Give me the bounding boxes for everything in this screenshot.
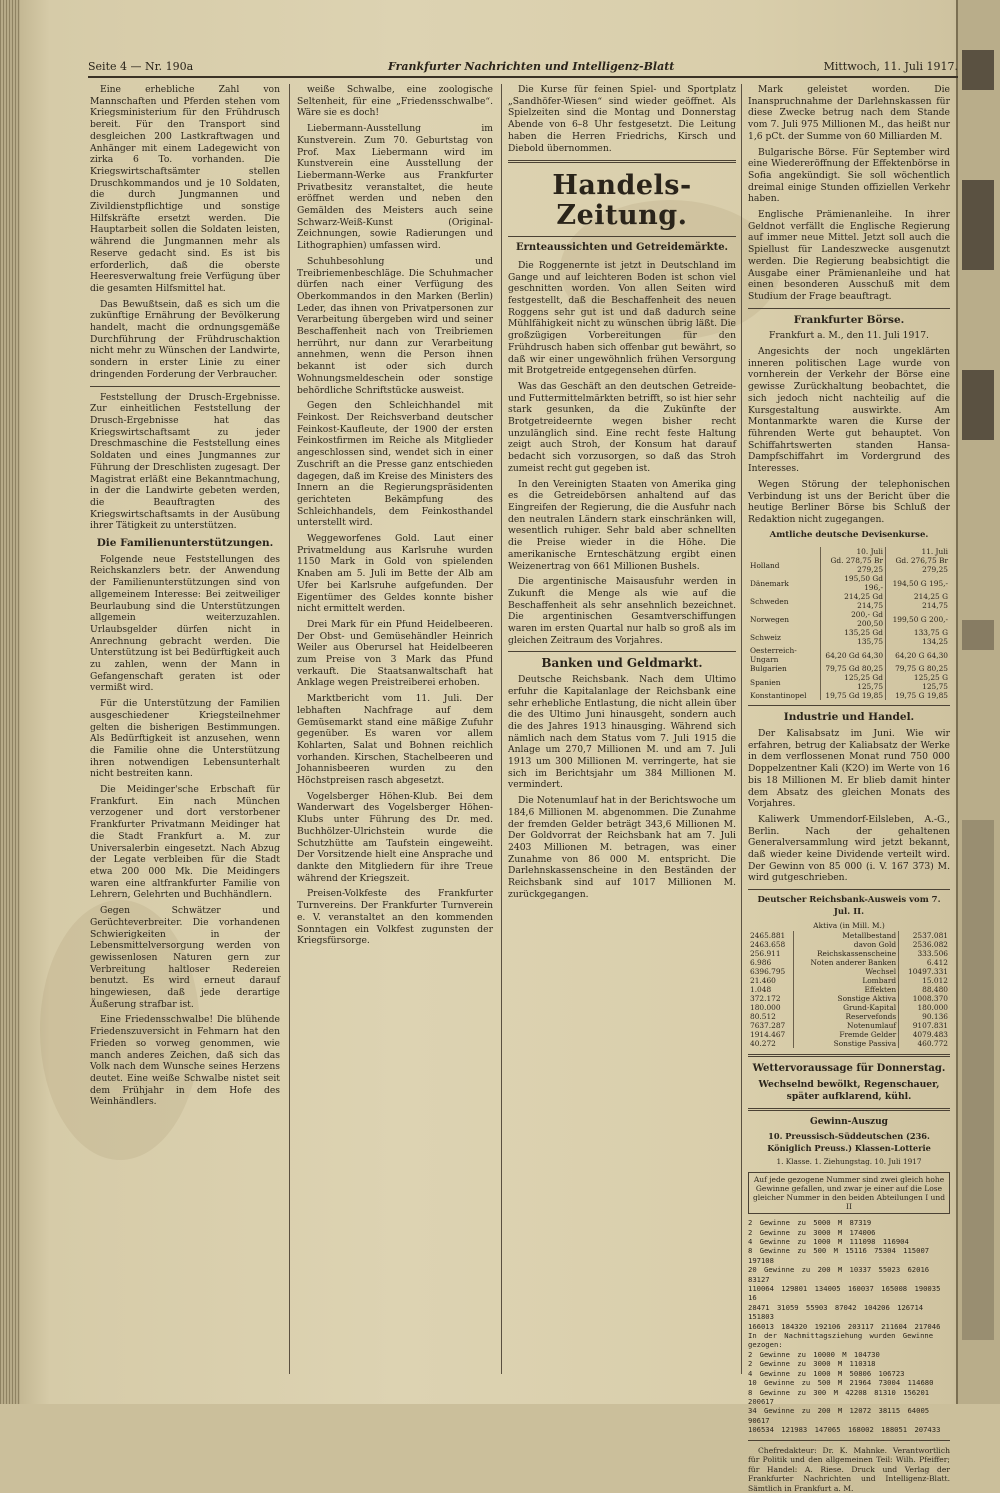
table-cell: 6396.795: [748, 967, 794, 976]
article-paragraph: Die argentinische Maisausfuhr werden in Zukunft die Menge als wie auf die Beschaffenheit als sehr ansehnlich bezeichnet. Die argentinischen Gesamtverschiffungen waren im ersten Quartal nur halb so groß als im gleichen Zeitraum des Vorjahres.: [508, 576, 736, 646]
table-cell: 19,75 G 19,85: [895, 691, 948, 701]
lottery-line: 110064 129801 134005 160037 165008 190035 16: [748, 1284, 941, 1303]
table-cell: 10497.331: [908, 967, 948, 977]
lottery-line: 4 Gewinne zu 1000 M 50806 106723: [748, 1368, 905, 1378]
article-paragraph: Eine erhebliche Zahl von Mannschaften und Pferden stehen vom Kriegsministerium für den Frühdrusch bereit. Für den Transport sind desgleichen 200 Lastkraftwagen und Anhänger mit einem Ladegewicht von zirka 6 To. vorhanden. Die Kriegswirtschaftsämter stellen Druschkommandos und je 10 Soldaten, die durch Jungmannen und Zivildienstpflichtige und sonstige Hilfskräfte ersetzt werden. Die Hauptarbeit sollen die Soldaten leisten, während die Jungmannen mehr als Reserve gedacht sind. Es ist bis erforderlich, daß die oberste Heeresverwaltung freie Verfügung über die gesamten Hilfsmittel hat.: [90, 84, 280, 294]
table-cell: 200,- Gd 200,50: [821, 610, 886, 628]
table-cell: Reservefonds: [794, 1012, 899, 1021]
article-paragraph: weiße Schwalbe, eine zoologische Seltenheit, für eine „Friedensschwalbe“. Wäre sie es doch!: [297, 84, 493, 119]
table-cell: Gd. 278,75 Br 279,25: [821, 556, 886, 574]
table-cell: 40.272: [748, 1039, 794, 1048]
table-cell: Schweden: [748, 592, 821, 610]
table-cell: 21.460: [748, 976, 794, 985]
table-cell: 88.480: [922, 985, 948, 995]
table-row: [748, 574, 950, 592]
table-cell: 180.000: [748, 1003, 794, 1012]
article-paragraph: Wegen Störung der telephonischen Verbindung ist uns der Bericht über die heutige Berliner Börse bis Schluß der Redaktion nicht zugegangen.: [748, 478, 950, 525]
table-cell: 79,75 G 80,25: [895, 664, 948, 674]
table-cell: Wechsel: [794, 967, 899, 976]
lottery-line: 1. Klasse. 1. Ziehungstag. 10. Juli 1917: [776, 1157, 922, 1167]
table-cell: 372.172: [748, 994, 794, 1003]
table-cell: Notenumlauf: [794, 1021, 899, 1030]
table-row: [748, 994, 950, 1003]
table-cell: 79,75 Gd 80,25: [821, 664, 886, 673]
article-paragraph: Preisen-Volkfeste des Frankfurter Turnvereins. Der Frankfurter Turnverein e. V. veranstaltet an den kommenden Sonntagen ein Volkfest zugunsten der Kriegsfürsorge.: [297, 888, 493, 947]
lottery-line: In der Nachmittagsziehung wurden Gewinne gezogen:: [748, 1331, 934, 1350]
page-number: Seite 4 — Nr. 190a: [88, 60, 194, 73]
table-cell: 1914.467: [748, 1030, 794, 1039]
table-cell: 135,25 Gd 135,75: [821, 628, 886, 646]
table-row: [748, 1039, 950, 1048]
article-paragraph: Schuhbesohlung und Treibriemenbeschläge. Die Schuhmacher dürfen nach einer Verfügung des Oberkommandos in den Marken (Berlin) Leder, das ihnen von Privatpersonen zur Verarbeitung übergeben wird und seiner Beschaffenheit nach von Treibriemen herrührt, nur dann zur Verarbeitung annehmen, wenn die Person ihnen bekannt ist oder sich durch Wohnungsmeldeschein oder sonstige behördliche Schriftstücke ausweist.: [297, 255, 493, 396]
column-1: [90, 84, 280, 1384]
page-header: [88, 58, 958, 78]
lottery-numbers: [748, 1218, 950, 1434]
lottery-subtitle: 10. Preussisch-Süddeutschen (236. Königlich Preuss.) Klassen-Lotterie: [767, 1131, 931, 1153]
article-headline: Ernteaussichten und Getreidemärkte.: [515, 242, 729, 254]
section-heading: Banken und Geldmarkt.: [541, 656, 703, 671]
article-paragraph: Mark geleistet worden. Die Inanspruchnahme der Darlehnskassen für diese Zwecke betrug nach dem Stande vom 7. Juli 975 Millionen M., das heißt nur 1,6 pCt. der Summe von 60 Milliarden M.: [748, 84, 950, 142]
lottery-line: 4 Gewinne zu 1000 M 111098 116904: [748, 1237, 909, 1246]
column-3: [508, 84, 736, 1384]
lottery-line: 8 Gewinne zu 500 M 15116 75304 115007 197108: [748, 1246, 930, 1265]
table-cell: Noten anderer Banken: [794, 958, 899, 967]
table-cell: 7637.287: [748, 1021, 794, 1030]
lottery-title: Gewinn-Auszug: [810, 1117, 888, 1128]
exchange-rate-table: [748, 547, 950, 700]
table-cell: 195,50 Gd 196,-: [821, 574, 886, 592]
table-cell: Holland: [748, 556, 821, 574]
lottery-line: 10 Gewinne zu 500 M 21964 73004 114680: [748, 1378, 934, 1388]
article-paragraph: Die Meidinger'sche Erbschaft für Frankfurt. Ein nach München verzogener und dort verstorbener Frankfurter Privatmann Meidinger hat die Stadt Frankfurt a. M. zur Universalerbin eingesetzt. Nach Abzug der Legate verbleiben für die Stadt etwa 200 000 Mk. Die Meidingers waren eine altfrankfurter Familie von Lehrern, Gelehrten und Buchhändlern.: [90, 784, 280, 901]
table-cell: 1.048: [748, 985, 794, 994]
lottery-note: Auf jede gezogene Nummer sind zwei gleich hohe Gewinne gefallen, und zwar je einer auf die Lose gleicher Nummer in den beiden Abteilungen I und II: [748, 1172, 950, 1214]
table-row: [748, 1003, 950, 1012]
table-row: [748, 610, 950, 628]
table-row: [748, 628, 950, 646]
table-cell: Effekten: [794, 985, 899, 994]
table-row: [748, 592, 950, 610]
section-heading: Die Familienunterstützungen.: [96, 537, 274, 550]
table-header-cell: 11. Juli: [921, 547, 948, 557]
table-cell: 460.772: [917, 1039, 948, 1049]
table-header-cell: 10. Juli: [821, 547, 886, 556]
lottery-line: 106534 121983 147065 168002 188051 207433: [748, 1425, 941, 1435]
article-paragraph: In den Vereinigten Staaten von Amerika ging es die Getreidebörsen anhaltend auf das Eingreifen der Regierung, die die Ausfuhr nach den neutralen Ländern stark einschränken will, wesentlich ruhiger. Sehr bald aber schnellten die Preise wieder in die Höhe. Die amerikanische Ernteschätzung ergibt einen Weizenertrag von 661 Millionen Bushels.: [508, 478, 736, 572]
lottery-line: 2 Gewinne zu 5000 M 87319: [748, 1218, 872, 1228]
article-paragraph: Vogelsberger Höhen-Klub. Bei dem Wanderwart des Vogelsberger Höhen-Klubs unter Führung des Dr. med. Buchhölzer-Ulrichstein wurde die Schutzhütte am Taufstein eingeweiht. Der Vorsitzende hielt eine Ansprache und dankte den Mitgliedern für ihre Treue während der Kriegszeit.: [297, 790, 493, 884]
article-paragraph: Die Roggenernte ist jetzt in Deutschland im Gange und auf leichteren Boden ist schon viel geschnitten worden. Von allen Seiten wird festgestellt, daß die Beschaffenheit des neuen Roggens sehr gut ist und daß dadurch seine Mühlfähigkeit nicht zu wünschen übrig läßt. Die großzügigen Vorbereitungen für den Frühdrusch haben sich offenbar gut bewährt, so daß wir einer ungewöhnlich frühen Versorgung mit Brotgetreide entgegensehen dürfen.: [508, 259, 736, 377]
table-row: [748, 949, 950, 958]
column-rule: [289, 84, 290, 1374]
table-cell: Grund-Kapital: [794, 1003, 899, 1012]
article-paragraph: Gegen den Schleichhandel mit Feinkost. Der Reichsverband deutscher Feinkost-Kaufleute, der 1900 der ersten Feinkostfirmen im Reiche als Mitglieder angeschlossen sind, wendet sich in einer Zuschrift an die Presse ganz entschieden dagegen, daß im Kreise des Ministers des Innern an die Regierungspräsidenten gerichteten Bekämpfung des Schleichhandels, dem Feinkosthandel unterstellt wird.: [297, 400, 493, 529]
article-paragraph: Für die Unterstützung der Familien ausgeschiedener Kriegsteilnehmer gelten die bisherigen Bestimmungen. Als Bedürftigkeit ist anzusehen, wenn die Familie ohne die Unterstützung ihren notwendigen Lebensunterhalt nicht bestreiten kann.: [90, 698, 280, 780]
lottery-line: 28471 31059 55903 87042 104206 126714 151803: [748, 1302, 924, 1322]
article-paragraph: Weggeworfenes Gold. Laut einer Privatmeldung aus Karlsruhe wurden 1150 Mark in Gold von spielenden Knaben am 5. Juli im Bette der Alb am Ufer bei Karlsruhe aufgefunden. Der Eigentümer des Geldes konnte bisher nicht ermittelt werden.: [297, 533, 493, 615]
article-paragraph: Folgende neue Feststellungen des Reichskanzlers betr. der Anwendung der Familienunterstützungen sind von allgemeinem Interesse: Bei zeitweiliger Beurlaubung sind die Unterstützungen allgemein weiterzuzahlen. Urlaubsgelder dürfen nicht in Anrechnung gebracht werden. Die Unterstützung ist bei Bedürftigkeit auch zu zahlen, wenn der Mann in Gefangenschaft geraten ist oder vermißt wird.: [90, 553, 280, 694]
reichsbank-table: [748, 931, 950, 1048]
article-paragraph: Der Kalisabsatz im Juni. Wie wir erfahren, betrug der Kaliabsatz der Werke in dem verflossenen Monat rund 750 000 Doppelzentner Kali (K2O) im Werte von 16 bis 18 Millionen M. Er blieb damit hinter dem Absatz des gleichen Monats des Vorjahres.: [748, 728, 950, 810]
table-subtitle: Aktiva (in Mill. M.): [813, 920, 885, 930]
table-cell: Konstantinopel: [748, 691, 821, 700]
lottery-line: 2 Gewinne zu 3000 M 110318: [748, 1359, 876, 1369]
table-cell: 180.000: [917, 1003, 948, 1013]
table-cell: Reichskassenscheine: [794, 949, 899, 958]
article-paragraph: Das Bewußtsein, daß es sich um die zukünftige Ernährung der Bevölkerung handelt, macht die ordnungsgemäße Durchführung der Frühdruschaktion nicht mehr zu Wünschen der Landwirte, sondern in erster Linie zu einer dringenden Forderung der Verbraucher.: [90, 298, 280, 380]
masthead-title: Frankfurter Nachrichten und Intelligenz-Blatt: [388, 60, 675, 73]
page-binding-edge: [0, 0, 20, 1404]
article-paragraph: Liebermann-Ausstellung im Kunstverein. Zum 70. Geburtstag von Prof. Max Liebermann wird im Kunstverein eine Ausstellung der Liebermann-Werke aus Frankfurter Privatbesitz veranstaltet, die heute eröffnet werden und neben den Gemälden des Meisters auch seine Schwarz-Weiß-Kunst (Original-Zeichnungen, sowie Radierungen und Lithographien) umfassen wird.: [297, 123, 493, 252]
table-cell: 90.136: [922, 1012, 948, 1022]
table-header-cell: [748, 547, 821, 556]
table-cell: 80.512: [748, 1012, 794, 1021]
lottery-line: 34 Gewinne zu 200 M 12072 38115 64005 90617: [748, 1406, 930, 1425]
table-row: [748, 931, 950, 940]
table-cell: 133,75 G 134,25: [913, 628, 948, 647]
table-row: [748, 673, 950, 691]
table-cell: 199,50 G 200,-: [892, 614, 948, 624]
column-4: [748, 84, 950, 1493]
table-cell: 2463.658: [748, 940, 794, 949]
table-cell: 4079.483: [912, 1030, 948, 1040]
lottery-line: 2 Gewinne zu 10000 M 104730: [748, 1349, 880, 1359]
table-row: [748, 958, 950, 967]
table-cell: davon Gold: [794, 940, 899, 949]
table-cell: 194,50 G 195,-: [892, 578, 948, 588]
table-cell: 2537.081: [912, 931, 948, 941]
column-rule: [501, 84, 502, 1374]
table-cell: Fremde Gelder: [794, 1030, 899, 1039]
lottery-line: 8 Gewinne zu 300 M 42208 81310 156201 200617: [748, 1387, 930, 1406]
table-row: [748, 940, 950, 949]
imprint: Chefredakteur: Dr. K. Mahnke. Verantwortlich für Politik und den allgemeinen Teil: Wilh. Pfeiffer; für Handel: A. Riese. Druck und Verlag der Frankfurter Nachrichten und Intelligenz-Blatt. Sämtlich in Frankfurt a. M.: [748, 1445, 950, 1493]
section-heading: Wettervoraussage für Donnerstag.: [752, 1063, 946, 1075]
article-paragraph: Bulgarische Börse. Für September wird eine Wiedereröffnung der Effektenbörse in Sofia angekündigt. Sie soll wöchentlich dreimal einige Stunden offiziellen Verkehr haben.: [748, 146, 950, 205]
article-paragraph: Angesichts der noch ungeklärten inneren politischen Lage wurde von vornherein der Verkehr der Börse eine gewisse Zurückhaltung beobachtet, die sich jedoch nicht nachteilig auf die Kursgestaltung auswirkte. Am Montanmarkte waren die Kurse der führenden Werte gut behauptet. Von Schiffahrtswerten standen Hansa-Dampfschiffahrt im Vordergrund des Interesses.: [748, 346, 950, 475]
column-2: [297, 84, 493, 1384]
table-cell: Lombard: [794, 976, 899, 985]
table-cell: 64,20 G 64,30: [895, 650, 948, 660]
article-paragraph: Kaliwerk Ummendorf-Eilsleben, A.-G., Berlin. Nach der gehaltenen Generalversammlung wird jetzt bekannt, daß wieder keine Dividende verteilt wird. Der Gewinn von 85 000 (i. V. 167 373) M. wird gutgeschrieben.: [748, 813, 950, 884]
table-cell: 125,25 G 125,75: [913, 673, 948, 692]
table-cell: 6.986: [748, 958, 794, 967]
table-cell: 256.911: [748, 949, 794, 958]
table-cell: Bulgarien: [748, 664, 821, 673]
table-title: Amtliche deutsche Devisenkurse.: [769, 529, 929, 540]
table-row: [748, 1030, 950, 1039]
table-cell: Sonstige Aktiva: [794, 994, 899, 1003]
weather-forecast: Wechselnd bewölkt, Regenschauer, später aufklarend, kühl.: [758, 1078, 940, 1102]
issue-date: Mittwoch, 11. Juli 1917.: [823, 60, 958, 73]
table-cell: Norwegen: [748, 610, 821, 628]
table-cell: Gd. 276,75 Br 279,25: [895, 556, 948, 575]
table-cell: 214,25 Gd 214,75: [821, 592, 886, 610]
table-row: [748, 664, 950, 673]
table-cell: Schweiz: [748, 628, 821, 646]
table-title: Deutscher Reichsbank-Ausweis vom 7. Jul. II.: [757, 895, 941, 917]
section-title-handels-zeitung: Handels-Zeitung.: [552, 170, 692, 232]
table-cell: 15.012: [922, 976, 948, 986]
article-paragraph: Die Kurse für feinen Spiel- und Sportplatz „Sandhöfer-Wiesen“ sind wieder geöffnet. Als Spielzeiten sind die Montag und Donnerstag Abende von 6–8 Uhr festgesetzt. Die Leitung haben die Herren Friedrichs, Kirsch und Diebold übernommen.: [508, 84, 736, 154]
table-cell: Oesterreich-Ungarn: [748, 646, 821, 664]
lottery-line: 20 Gewinne zu 200 M 10337 55023 62016 83127: [748, 1265, 930, 1284]
lottery-line: 2 Gewinne zu 3000 M 174006: [748, 1227, 876, 1237]
article-paragraph: Deutsche Reichsbank. Nach dem Ultimo erfuhr die Kapitalanlage der Reichsbank eine sehr erhebliche Entlastung, die nicht allein über die des Ultimo Juni hinausgeht, sondern auch die des Jahres 1913 hinausging. Während sich nämlich nach dem Status vom 7. Juli 1915 die Anlage um 270,7 Millionen M. und am 7. Juli 1913 um 300 Millionen M. verringerte, hat sie sich im Berichtsjahr um 384 Millionen M. vermindert.: [508, 674, 736, 791]
table-cell: Sonstige Passiva: [794, 1039, 899, 1048]
adjacent-page-edge: [956, 0, 1000, 1404]
table-cell: 333.506: [917, 949, 948, 959]
table-cell: 64,20 Gd 64,30: [821, 646, 886, 664]
column-rule: [741, 84, 742, 1374]
article-paragraph: Feststellung der Drusch-Ergebnisse. Zur einheitlichen Feststellung der Drusch-Ergebnisse hat das Kriegswirtschaftsamt zu jeder Dreschmaschine die Feststellung eines Soldaten und eines Jungmannes zur Führung der Dreschlisten zugesagt. Der Magistrat erläßt eine Bekanntmachung, in der die Landwirte gebeten werden, die Beauftragten des Kriegswirtschaftsamts in der Ausübung ihrer Tätigkeit zu unterstützen.: [90, 391, 280, 532]
table-cell: 9107.831: [912, 1021, 948, 1031]
table-row: [748, 976, 950, 985]
article-paragraph: Marktbericht vom 11. Juli. Der lebhaften Nachfrage auf dem Gemüsemarkt stand eine mäßige Zufuhr gegenüber. Es waren vor allem Kohlarten, Salat und Bohnen reichlich vorhanden. Kirschen, Stachelbeeren und Johannisbeeren wurden zu den Höchstpreisen rasch abgesetzt.: [297, 693, 493, 787]
table-cell: 214,25 G 214,75: [913, 592, 948, 611]
article-paragraph: Eine Friedensschwalbe! Die blühende Friedenszuversicht in Fehmarn hat den Frieden so vorweg genommen, wie manch anderes Zeichen, daß sich das Volk nach dem Wunsche seines Herzens deutet. Eine weiße Schwalbe nistet seit dem Frühjahr in dem Hofe des Weinhändlers.: [90, 1014, 280, 1108]
article-paragraph: Die Notenumlauf hat in der Berichtswoche um 184,6 Millionen M. abgenommen. Die Zunahme der fremden Gelder beträgt 343,6 Millionen M. Der Goldvorrat der Reichsbank hat am 7. Juli 2403 Millionen M. betragen, was einer Zunahme von 86 000 M. entspricht. Die Darlehnskassenscheine in den Beständen der Reichsbank sind auf 1017 Millionen M. zurückgegangen.: [508, 795, 736, 900]
table-cell: 2536.082: [912, 940, 948, 950]
table-cell: Spanien: [748, 673, 821, 691]
table-cell: 6.412: [926, 958, 948, 968]
table-cell: Dänemark: [748, 574, 821, 592]
dateline: Frankfurt a. M., den 11. Juli 1917.: [769, 330, 929, 342]
article-paragraph: Was das Geschäft an den deutschen Getreide- und Futtermittelmärkten betrifft, so ist hier sehr stark gesunken, da die Zukünfte der Brotgetreideernte wegen bisher recht unzulänglich sind. Eine recht feste Haltung zeigt auch Stroh, der Konsum hat darauf bedacht sich vorzusorgen, so daß das Stroh zumeist recht gut gegeben ist.: [508, 380, 736, 474]
table-row: [748, 691, 950, 700]
article-paragraph: Drei Mark für ein Pfund Heidelbeeren. Der Obst- und Gemüsehändler Heinrich Weiler aus Oberursel hat Heidelbeeren zum Preise von 3 Mark das Pfund verkauft. Die Staatsanwaltschaft hat Anklage wegen Preistreiberei erhoben.: [297, 618, 493, 689]
article-paragraph: Gegen Schwätzer und Gerüchteverbreiter. Die vorhandenen Schwierigkeiten in der Lebensmittelversorgung werden von gewissenlosen Naturen gern zur Verbreitung haltloser Redereien benutzt. Es wird erneut darauf hingewiesen, daß jede derartige Äußerung strafbar ist.: [90, 905, 280, 1010]
table-cell: Metallbestand: [794, 931, 899, 940]
table-cell: 125,25 Gd 125,75: [821, 673, 886, 691]
table-row: [748, 1021, 950, 1030]
table-row: [748, 967, 950, 976]
table-row: [748, 556, 950, 574]
article-paragraph: Englische Prämienanleihe. In ihrer Geldnot verfällt die Englische Regierung auf immer neue Mittel. Jetzt soll auch die Spiellust für Landeszwecke ausgenutzt werden. Die Regierung beabsichtigt die Ausgabe einer Prämienanleihe und hat einen besonderen Ausschuß mit dem Studium der Frage beauftragt.: [748, 209, 950, 302]
table-row: [748, 985, 950, 994]
table-cell: 2465.881: [748, 931, 794, 940]
section-heading: Industrie und Handel.: [783, 711, 915, 724]
lottery-line: 166013 184320 192106 203117 211604 217046: [748, 1321, 941, 1331]
table-cell: 19,75 Gd 19,85: [821, 691, 886, 700]
table-row: [748, 646, 950, 664]
table-cell: 1008.370: [912, 994, 948, 1004]
table-row: [748, 1012, 950, 1021]
section-heading: Frankfurter Börse.: [793, 313, 905, 326]
